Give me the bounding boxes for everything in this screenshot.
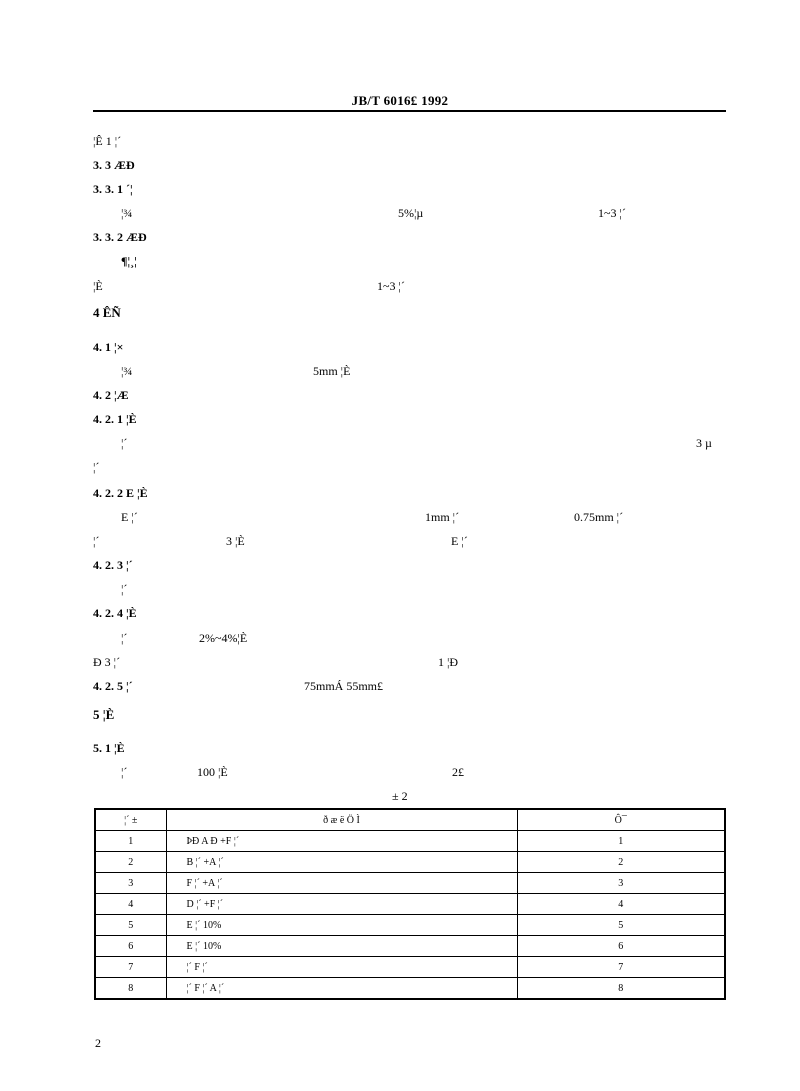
section-heading: 3. 3. 2 ÆÐ <box>93 230 147 244</box>
text-line: ¦Ê 1 ¦´ <box>93 134 122 148</box>
table-cell: 6 <box>95 936 166 957</box>
table-cell: 4 <box>517 894 725 915</box>
table-cell: ¦´ F ¦´ <box>166 957 517 978</box>
table-row <box>95 831 725 852</box>
text-line: 5%¦µ <box>398 206 424 220</box>
text-line: E ¦´ <box>451 534 468 548</box>
table-cell: F ¦´ +A ¦´ <box>166 873 517 894</box>
text-line: 5mm ¦È <box>313 364 351 378</box>
text-line: 2%~4%¦È <box>199 631 248 645</box>
text-line: 1 ¦Ð <box>438 655 459 669</box>
text-line: ¦¾ <box>121 364 133 378</box>
table-cell: 3 <box>95 873 166 894</box>
text-line: 0.75mm ¦´ <box>574 510 624 524</box>
table-row <box>95 978 725 1000</box>
table-caption: ± 2 <box>392 789 408 803</box>
text-line: ¦È <box>93 279 103 293</box>
table-cell: ÞÐ A Ð +F ¦´ <box>166 831 517 852</box>
text-line: ¦´ <box>93 460 100 474</box>
document-header: JB/T 6016£ 1992 <box>351 93 449 108</box>
table-cell: 1 <box>517 831 725 852</box>
text-line: 2£ <box>452 765 464 779</box>
text-line: ¦´ <box>93 534 100 548</box>
table-cell: 2 <box>517 852 725 873</box>
section-heading: 4. 2. 4 ¦È <box>93 606 137 620</box>
section-heading: 4. 2 ¦Æ <box>93 388 129 402</box>
text-line: E ¦´ <box>121 510 138 524</box>
table-row <box>95 873 725 894</box>
table-row <box>95 852 725 873</box>
table-row <box>95 936 725 957</box>
section-heading: 4. 2. 1 ¦È <box>93 412 137 426</box>
table-cell: 5 <box>517 915 725 936</box>
table-cell: 7 <box>517 957 725 978</box>
table-cell: 8 <box>95 978 166 1000</box>
text-line: 1mm ¦´ <box>425 510 460 524</box>
table-cell: 1 <box>95 831 166 852</box>
table-cell: ¦´ F ¦´ A ¦´ <box>166 978 517 1000</box>
section-heading: 5 ¦È <box>93 707 115 722</box>
section-heading: 3. 3 ÆÐ <box>93 158 135 172</box>
table-row <box>95 957 725 978</box>
text-line: 3 ¦È <box>226 534 245 548</box>
table-header-cell: Ô¯ <box>517 809 725 831</box>
table-header-cell: ð æ ë Ö Ì <box>166 809 517 831</box>
table-cell: 8 <box>517 978 725 1000</box>
section-heading: 5. 1 ¦È <box>93 741 125 755</box>
table-cell: 4 <box>95 894 166 915</box>
text-line: ¦´ <box>121 631 128 645</box>
text-line: 1~3 ¦´ <box>377 279 405 293</box>
table-row <box>95 915 725 936</box>
header-rule <box>93 110 726 112</box>
text-line: ¦¾ <box>121 206 133 220</box>
data-table <box>94 808 726 1000</box>
table-row <box>95 894 725 915</box>
text-line: ¦´ <box>121 436 128 450</box>
table-cell: 6 <box>517 936 725 957</box>
table-header-row <box>95 809 725 831</box>
section-heading: 4 ÊÑ <box>93 305 121 320</box>
text-line: ¶¦¸¦ <box>121 254 137 268</box>
table-cell: B ¦´ +A ¦´ <box>166 852 517 873</box>
section-heading: 4. 1 ¦× <box>93 340 124 354</box>
table-cell: E ¦´ 10% <box>166 915 517 936</box>
section-heading: 3. 3. 1 ´¦ <box>93 182 133 196</box>
section-heading: 4. 2. 2 E ¦È <box>93 486 148 500</box>
text-line: Ð 3 ¦´ <box>93 655 121 669</box>
table-cell: 2 <box>95 852 166 873</box>
text-line: ¦´ <box>121 765 128 779</box>
section-heading: 4. 2. 3 ¦´ <box>93 558 133 572</box>
page-number: 2 <box>95 1036 101 1050</box>
text-line: 75mmÁ 55mm£ <box>304 679 384 693</box>
section-heading: 4. 2. 5 ¦´ <box>93 679 133 693</box>
text-line: 1~3 ¦´ <box>598 206 626 220</box>
table-cell: D ¦´ +F ¦´ <box>166 894 517 915</box>
text-line: 3 µ <box>696 436 712 450</box>
table-cell: E ¦´ 10% <box>166 936 517 957</box>
table-header-cell: ¦´ ± <box>95 809 166 831</box>
table-cell: 7 <box>95 957 166 978</box>
table-cell: 3 <box>517 873 725 894</box>
text-line: ¦´ <box>121 582 128 596</box>
table-cell: 5 <box>95 915 166 936</box>
text-line: 100 ¦È <box>197 765 228 779</box>
